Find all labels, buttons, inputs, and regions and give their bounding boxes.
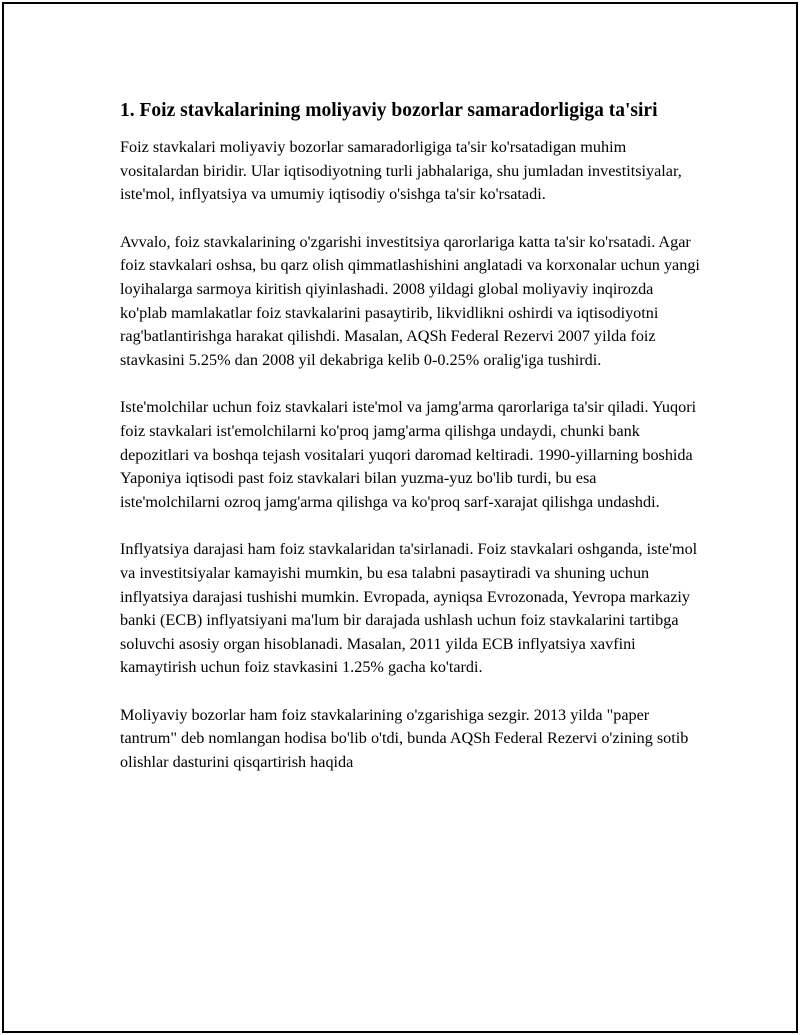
document-content [120, 98, 700, 799]
paragraph-intro: Foiz stavkalari moliyaviy bozorlar samaradorligiga ta'sir ko'rsatadigan muhim vositalardan biridir. Ular iqtisodiyotning turli jabhalariga, shu jumladan investitsiyalar, iste'mol, inflyatsiya va umumiy iqtisodiy o'sishga ta'sir ko'rsatadi. [120, 138, 682, 204]
section-heading: 1. Foiz stavkalarining moliyaviy bozorlar samaradorligiga ta'siri [120, 100, 658, 121]
paragraph-inflation: Inflyatsiya darajasi ham foiz stavkalaridan ta'sirlanadi. Foiz stavkalari oshganda, iste'mol va investitsiyalar kamayishi mumkin, bu esa talabni pasaytiradi va shuning uchun inflyatsiya darajasi tushishi mumkin. Evropada, ayniqsa Evrozonada, Yevropa markaziy banki (ECB) inflyatsiyani ma'lum bir darajada ushlash uchun foiz stavkalarini tartibga soluvchi asosiy organ hisoblanadi. Masalan, 2011 yilda ECB inflyatsiya xavfini kamaytirish uchun foiz stavkasini 1.25% gacha ko'tardi. [120, 540, 698, 677]
paragraph-consumers: Iste'molchilar uchun foiz stavkalari iste'mol va jamg'arma qarorlariga ta'sir qiladi. Yuqori foiz stavkalari ist'emolchilarni ko'proq jamg'arma qilishga undaydi, chunki bank depozitlari va boshqa tejash vositalari yuqori daromad keltiradi. 1990-yillarning boshida Yaponiya iqtisodi past foiz stavkalari bilan yuzma-yuz bo'lib turdi, bu esa iste'molchilarni ozroq jamg'arma qilishga va ko'proq sarf-xarajat qilishga undashdi. [120, 398, 697, 511]
paragraph-investment: Avvalo, foiz stavkalarining o'zgarishi investitsiya qarorlariga katta ta'sir ko'rsatadi. Agar foiz stavkalari oshsa, bu qarz olish qimmatlashishini anglatadi va korxonalar uchun yangi loyihalarga sarmoya kiritish qiyinlashadi. 2008 yildagi global moliyaviy inqirozda ko'plab mamlakatlar foiz stavkalarini pasaytirib, likvidlikni oshirdi va iqtisodiyotni rag'batlantirishga harakat qilishdi. Masalan, AQSh Federal Rezervi 2007 yilda foiz stavkasini 5.25% dan 2008 yil dekabriga kelib 0-0.25% oralig'iga tushirdi. [120, 232, 700, 369]
document-page [2, 2, 798, 1033]
paragraph-markets: Moliyaviy bozorlar ham foiz stavkalarining o'zgarishiga sezgir. 2013 yilda "paper tantrum" deb nomlangan hodisa bo'lib o'tdi, bunda AQSh Federal Rezervi o'zining sotib olishlar dasturini qisqartirish haqida [120, 705, 689, 772]
